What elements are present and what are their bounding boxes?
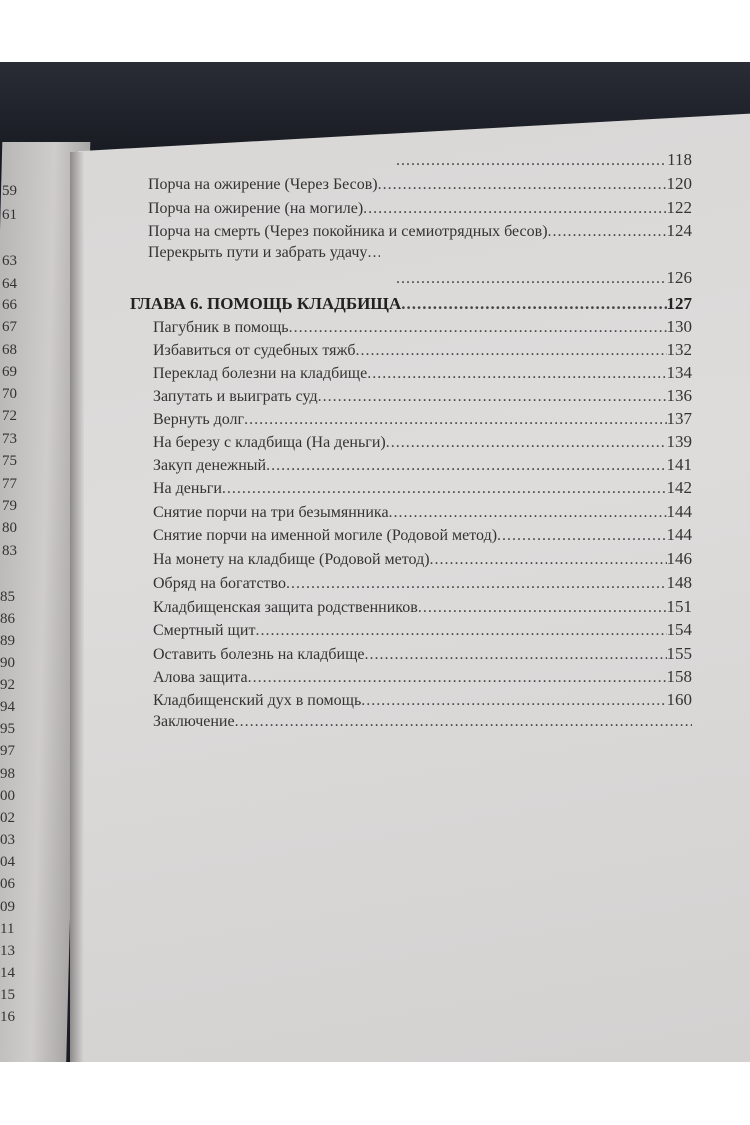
left-page-number: 94 bbox=[0, 699, 15, 715]
left-page-number: 11 bbox=[0, 921, 15, 937]
dot-leader bbox=[396, 152, 667, 170]
toc-entry-page: 151 bbox=[666, 597, 692, 616]
toc-entry-title: На деньги bbox=[153, 480, 222, 497]
left-page-number: 95 bbox=[0, 721, 15, 737]
toc-entry-page: 160 bbox=[666, 690, 692, 709]
toc-entry-page: 130 bbox=[666, 317, 692, 336]
left-page-number: 66 bbox=[2, 297, 17, 313]
dot-leader bbox=[378, 176, 667, 194]
dot-leader bbox=[548, 223, 667, 241]
toc-entry-page: 158 bbox=[666, 667, 692, 686]
toc-entry bbox=[153, 620, 692, 640]
left-page-number: 86 bbox=[0, 611, 15, 627]
toc-entry-title: Порча на ожирение (на могиле) bbox=[148, 200, 364, 217]
dot-leader bbox=[244, 411, 666, 429]
toc-entry bbox=[153, 597, 692, 617]
toc-entry-page: 126 bbox=[666, 268, 692, 287]
toc-entry-page: 155 bbox=[666, 644, 692, 663]
left-page-number: 80 bbox=[2, 520, 17, 536]
toc-entry-page: 154 bbox=[666, 620, 692, 639]
toc-entry-title: На березу с кладбища (На деньги) bbox=[153, 434, 386, 451]
dot-leader bbox=[367, 365, 666, 383]
left-page-number: 89 bbox=[0, 633, 15, 649]
dot-leader bbox=[318, 388, 667, 406]
toc-entry-title: Оставить болезнь на кладбище bbox=[153, 646, 365, 663]
toc-entry-page: 142 bbox=[666, 478, 692, 497]
toc-entry-page: 136 bbox=[666, 386, 692, 405]
left-page-number: 67 bbox=[2, 319, 17, 335]
left-page-number: 61 bbox=[2, 207, 17, 223]
left-page-number: 04 bbox=[0, 854, 15, 870]
toc-entry bbox=[153, 502, 692, 522]
left-page-number: 14 bbox=[0, 965, 15, 981]
toc-entry-title: Алова защита bbox=[153, 669, 248, 686]
dot-leader bbox=[361, 692, 666, 710]
toc-entry-page: 118 bbox=[667, 150, 692, 169]
dot-leader bbox=[248, 669, 667, 687]
toc-entry-title: Заключение bbox=[153, 713, 235, 730]
toc-entry-title: Кладбищенский дух в помощь bbox=[153, 692, 362, 709]
toc-entry bbox=[153, 478, 692, 498]
toc-entry bbox=[153, 363, 692, 383]
toc-entry bbox=[153, 525, 692, 545]
left-page-number: 77 bbox=[2, 476, 17, 492]
toc-entry-page: 127 bbox=[666, 294, 692, 313]
toc-entry bbox=[148, 198, 692, 218]
toc-entry bbox=[153, 690, 692, 710]
left-page-number: 85 bbox=[0, 589, 15, 605]
toc-entry bbox=[148, 244, 380, 262]
dot-leader bbox=[418, 599, 667, 617]
dot-leader bbox=[222, 480, 667, 498]
left-page-number: 13 bbox=[0, 943, 15, 959]
dot-leader bbox=[430, 551, 667, 569]
dot-leader bbox=[289, 319, 667, 337]
left-page-number: 64 bbox=[2, 276, 17, 292]
left-page-number: 90 bbox=[0, 655, 15, 671]
left-page-number: 68 bbox=[2, 342, 17, 358]
toc-entry bbox=[153, 432, 692, 452]
toc-entry bbox=[153, 409, 692, 429]
toc-entry bbox=[153, 667, 692, 687]
left-page-number: 97 bbox=[0, 743, 15, 759]
left-page-number: 72 bbox=[2, 408, 17, 424]
left-page-number: 59 bbox=[2, 183, 17, 199]
toc-entry-page: 122 bbox=[666, 198, 692, 217]
toc-entry-page: 137 bbox=[666, 409, 692, 428]
dot-leader bbox=[389, 504, 667, 522]
toc-entry bbox=[396, 268, 692, 288]
toc-entry-page: 120 bbox=[666, 174, 692, 193]
dot-leader bbox=[386, 434, 667, 452]
toc-entry bbox=[153, 644, 692, 664]
toc-entry bbox=[148, 174, 692, 194]
toc-entry bbox=[153, 340, 692, 360]
toc-entry bbox=[148, 221, 692, 241]
toc-entry-title: Смертный щит bbox=[153, 622, 256, 639]
toc-entry-page: 144 bbox=[666, 525, 692, 544]
dot-leader bbox=[365, 646, 667, 664]
left-page-number: 79 bbox=[2, 498, 17, 514]
dot-leader bbox=[367, 244, 380, 262]
toc-entry-page: 144 bbox=[666, 502, 692, 521]
left-page-number: 03 bbox=[0, 832, 15, 848]
toc-entry bbox=[153, 455, 692, 475]
toc-entry-page: 132 bbox=[666, 340, 692, 359]
left-page-number: 02 bbox=[0, 810, 15, 826]
left-page-number: 15 bbox=[0, 987, 15, 1003]
dot-leader bbox=[401, 294, 666, 314]
left-page-number: 09 bbox=[0, 899, 15, 915]
toc-entry-page: 141 bbox=[666, 455, 692, 474]
dot-leader bbox=[363, 200, 666, 218]
dot-leader bbox=[235, 713, 692, 731]
toc-entry-page: 146 bbox=[666, 549, 692, 568]
toc-entry-title: Переклад болезни на кладбище bbox=[153, 365, 368, 382]
left-page-number: 00 bbox=[0, 788, 15, 804]
toc-entry bbox=[396, 150, 692, 170]
toc-entry bbox=[153, 386, 692, 406]
left-page-number: 75 bbox=[2, 453, 17, 469]
toc-entry bbox=[153, 549, 692, 569]
dot-leader bbox=[266, 457, 666, 475]
dot-leader bbox=[255, 622, 666, 640]
dot-leader bbox=[396, 270, 667, 288]
toc-entry bbox=[153, 317, 692, 337]
dot-leader bbox=[355, 342, 666, 360]
left-page-number: 92 bbox=[0, 677, 15, 693]
dot-leader bbox=[286, 575, 667, 593]
toc-entry-title: Снятие порчи на именной могиле (Родовой метод) bbox=[153, 527, 498, 544]
left-page-number: 06 bbox=[0, 876, 15, 892]
left-page-number: 73 bbox=[2, 431, 17, 447]
toc-entry-title: На монету на кладбище (Родовой метод) bbox=[153, 551, 430, 568]
toc-entry bbox=[153, 713, 692, 731]
toc-entry-title: Вернуть долг bbox=[153, 411, 245, 428]
toc-entry-title: Закуп денежный bbox=[153, 457, 267, 474]
toc-entry-title: Обряд на богатство bbox=[153, 575, 286, 592]
chapter-heading bbox=[130, 294, 692, 314]
toc-entry-title: Запутать и выиграть суд bbox=[153, 388, 318, 405]
dot-leader bbox=[497, 527, 666, 545]
toc-entry-title: Снятие порчи на три безымянника bbox=[153, 504, 389, 521]
left-page-number: 69 bbox=[2, 364, 17, 380]
toc-entry-title: Пагубник в помощь bbox=[153, 319, 289, 336]
toc-entry-title: Кладбищенская защита родственников bbox=[153, 599, 418, 616]
toc-entry-title: Избавиться от судебных тяжб bbox=[153, 342, 356, 359]
toc-entry-page: 148 bbox=[666, 573, 692, 592]
toc-entry-title: Порча на смерть (Через покойника и семиотрядных бесов) bbox=[148, 223, 548, 240]
left-page-number: 98 bbox=[0, 766, 15, 782]
left-page-number: 70 bbox=[2, 386, 17, 402]
toc-entry-page: 139 bbox=[666, 432, 692, 451]
left-page-number: 63 bbox=[2, 253, 17, 269]
toc-entry-page: 124 bbox=[666, 221, 692, 240]
toc-entry bbox=[153, 573, 692, 593]
toc-entry-page: 134 bbox=[666, 363, 692, 382]
left-page-number: 16 bbox=[0, 1009, 15, 1025]
toc-entry-title: ГЛАВА 6. ПОМОЩЬ КЛАДБИЩА bbox=[130, 294, 402, 313]
toc-entry-title: Перекрыть пути и забрать удачу bbox=[148, 244, 368, 261]
left-page-number: 83 bbox=[2, 543, 17, 559]
toc-entry-title: Порча на ожирение (Через Бесов) bbox=[148, 176, 378, 193]
